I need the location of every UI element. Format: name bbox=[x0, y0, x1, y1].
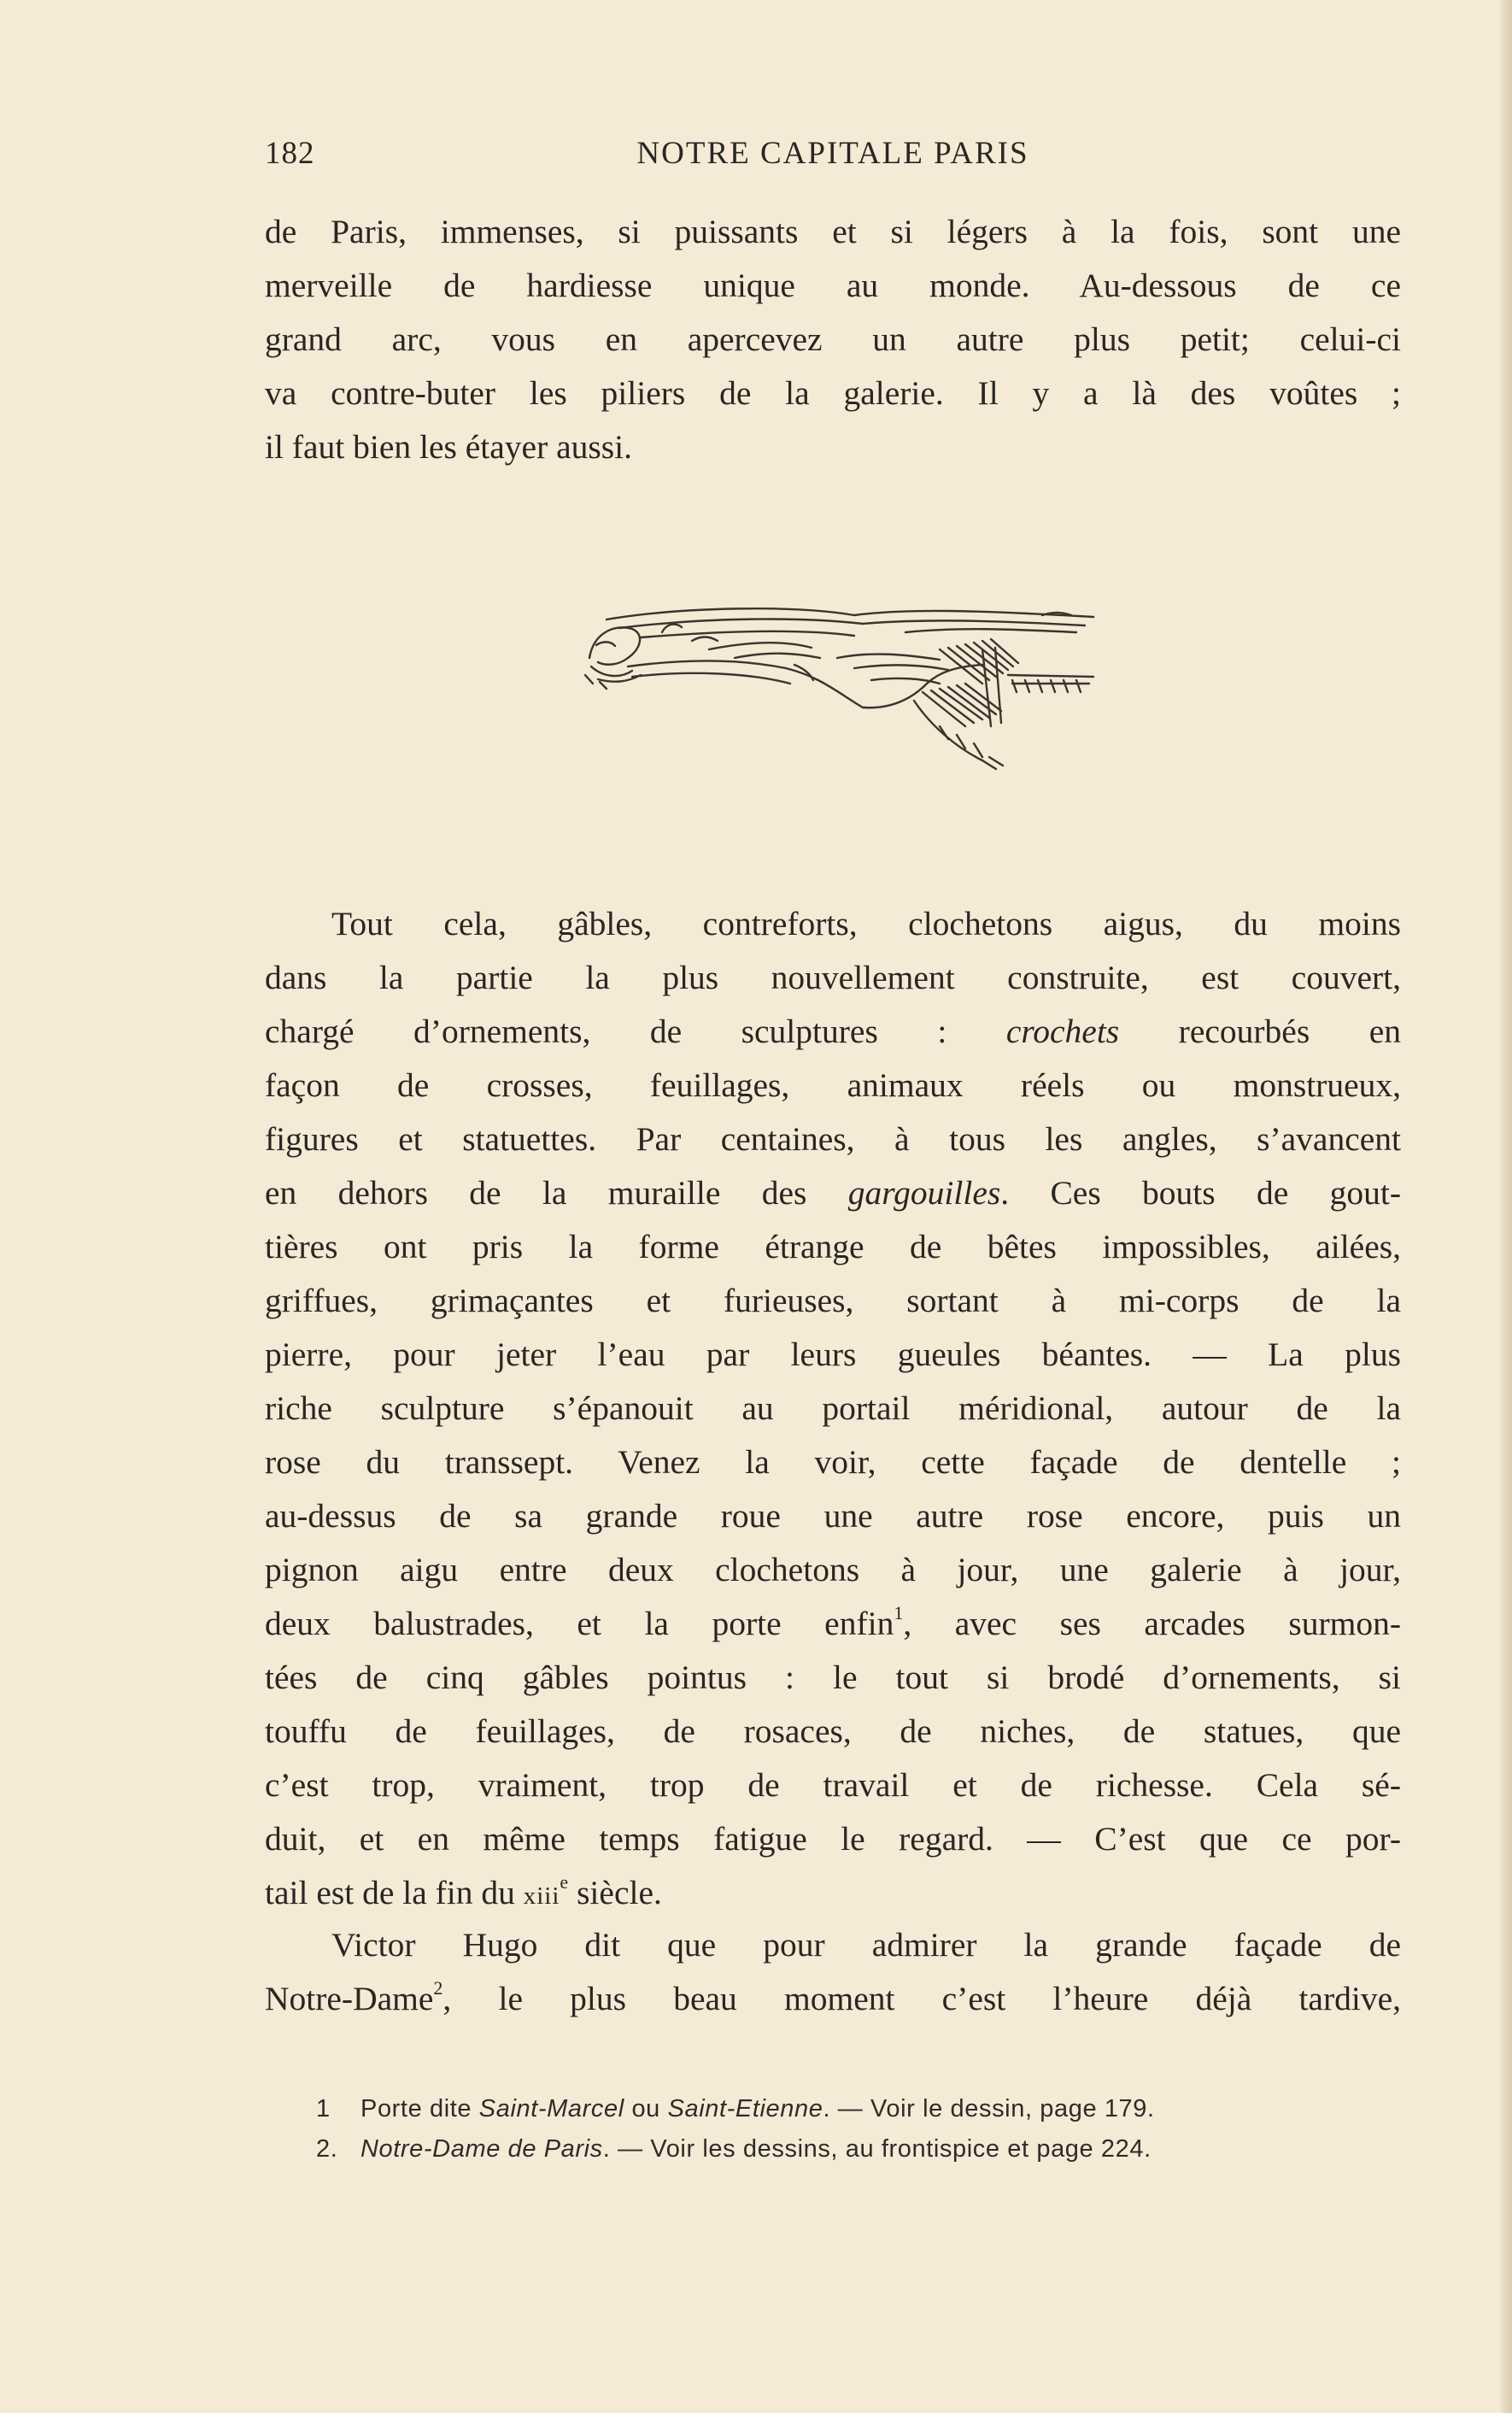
text-segment: chargé d’ornements, de sculptures : bbox=[265, 1013, 1006, 1050]
footnote bbox=[316, 2089, 1418, 2129]
text-line: Tout cela, gâbles, contreforts, clochetons aigus, du moins bbox=[331, 905, 1401, 942]
text-line: pignon aigu entre deux clochetons à jour, une galerie à jour, bbox=[265, 1551, 1401, 1588]
text-line bbox=[265, 1005, 1401, 1059]
text-line: duit, et en même temps fatigue le regard. — C’est que ce por- bbox=[265, 1820, 1401, 1858]
page-edge-shadow bbox=[1500, 0, 1512, 2413]
text-line: au-dessus de sa grande roue une autre rose encore, puis un bbox=[265, 1497, 1401, 1535]
text-segment: Notre-Dame bbox=[265, 1980, 434, 2017]
page-number: 182 bbox=[265, 136, 315, 171]
text-segment: Porte dite bbox=[360, 2095, 479, 2122]
italic-term: Saint-Marcel bbox=[478, 2095, 624, 2122]
italic-term: Saint-Etienne bbox=[667, 2095, 823, 2122]
running-title: NOTRE CAPITALE PARIS bbox=[636, 136, 1029, 171]
text-line: il faut bien les étayer aussi. bbox=[265, 428, 632, 466]
superscript: e bbox=[560, 1871, 569, 1893]
text-line: merveille de hardiesse unique au monde. Au-dessous de ce bbox=[265, 267, 1401, 304]
paragraph-3 bbox=[265, 1918, 1401, 2026]
text-segment: ou bbox=[624, 2095, 668, 2122]
text-line bbox=[265, 1972, 1401, 2026]
italic-term: Notre-Dame de Paris bbox=[360, 2135, 603, 2163]
text-line: riche sculpture s’épanouit au portail méridional, autour de la bbox=[265, 1389, 1401, 1427]
century-numeral: xiii bbox=[523, 1882, 560, 1910]
text-segment: . — Voir le dessin, page 179. bbox=[823, 2095, 1155, 2122]
text-line: façon de crosses, feuillages, animaux réels ou monstrueux, bbox=[265, 1066, 1401, 1104]
text-line: tées de cinq gâbles pointus : le tout si brodé d’ornements, si bbox=[265, 1659, 1401, 1696]
text-segment: recourbés en bbox=[1119, 1013, 1401, 1050]
text-segment: . — Voir les dessins, au frontispice et page 224. bbox=[602, 2135, 1152, 2163]
footnotes bbox=[316, 2089, 1418, 2169]
text-line: grand arc, vous en apercevez un autre plus petit; celui-ci bbox=[265, 320, 1401, 358]
italic-term: gargouilles bbox=[847, 1174, 1001, 1212]
text-line bbox=[265, 1166, 1401, 1220]
paragraph-2 bbox=[265, 897, 1401, 1923]
page-header bbox=[265, 135, 1401, 178]
text-segment: , le plus beau moment c’est l’heure déjà tardive, bbox=[442, 1980, 1401, 2017]
text-line: tières ont pris la forme étrange de bêtes impossibles, ailées, bbox=[265, 1228, 1401, 1265]
text-line: pierre, pour jeter l’eau par leurs gueules béantes. — La plus bbox=[265, 1336, 1401, 1373]
text-segment: deux balustrades, et la porte enfin bbox=[265, 1605, 894, 1642]
text-line: griffues, grimaçantes et furieuses, sortant à mi-corps de la bbox=[265, 1282, 1401, 1319]
text-line: figures et statuettes. Par centaines, à tous les angles, s’avancent bbox=[265, 1120, 1401, 1158]
text-line: c’est trop, vraiment, trop de travail et de richesse. Cela sé- bbox=[265, 1766, 1401, 1804]
text-line: va contre-buter les piliers de la galerie. Il y a là des voûtes ; bbox=[265, 374, 1401, 412]
text-segment: en dehors de la muraille des bbox=[265, 1174, 848, 1212]
footnote-marker: 2 bbox=[433, 1977, 443, 1999]
text-line bbox=[265, 1597, 1401, 1651]
text-segment: , avec ses arcades surmon- bbox=[903, 1605, 1401, 1642]
text-line bbox=[265, 1866, 1401, 1923]
text-segment: tail est de la fin du bbox=[265, 1874, 524, 1911]
text-line: dans la partie la plus nouvellement construite, est couvert, bbox=[265, 959, 1401, 996]
footnote-marker: 1 bbox=[894, 1602, 904, 1623]
paragraph-1 bbox=[265, 205, 1401, 474]
text-line: Victor Hugo dit que pour admirer la grande façade de bbox=[331, 1926, 1401, 1964]
footnote bbox=[316, 2129, 1418, 2169]
text-segment: . Ces bouts de gout- bbox=[1000, 1174, 1401, 1212]
text-line: de Paris, immenses, si puissants et si légers à la fois, sont une bbox=[265, 213, 1401, 250]
footnote-number: 2. bbox=[316, 2135, 338, 2163]
footnote-number: 1 bbox=[316, 2095, 331, 2122]
text-line: rose du transsept. Venez la voir, cette façade de dentelle ; bbox=[265, 1443, 1401, 1481]
italic-term: crochets bbox=[1005, 1013, 1120, 1050]
text-segment: siècle. bbox=[568, 1874, 662, 1911]
text-line: touffu de feuillages, de rosaces, de niches, de statues, que bbox=[265, 1712, 1401, 1750]
gargoyle-sketch-icon bbox=[581, 598, 1102, 773]
